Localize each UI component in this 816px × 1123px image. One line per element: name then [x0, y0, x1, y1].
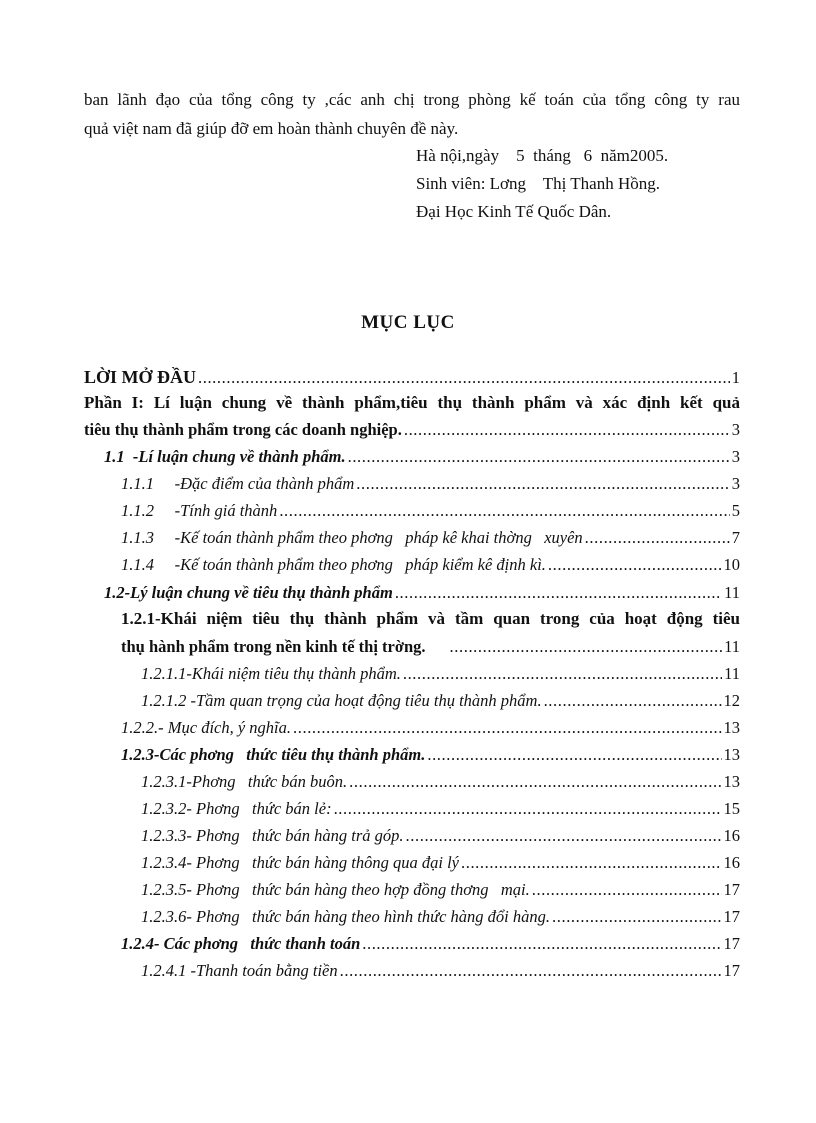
toc-page-number: 15: [723, 799, 740, 818]
intro-line-1: ban lãnh đạo của tổng công ty ,các anh chị trong phòng kế toán của tổng công ty rau: [84, 90, 740, 109]
toc-entry-label: 1.2.3.4- Phơng thức bán hàng thông qua đại lý: [141, 853, 459, 872]
toc-entry-phan1-line1[interactable]: Phần I: Lí luận chung về thành phẩm,tiêu thụ thành phẩm và xác định kết quả: [84, 393, 740, 412]
toc-leader-dots: [293, 717, 721, 739]
toc-entry-label: thụ hành phẩm trong nền kinh tế thị trờng.: [121, 637, 426, 656]
toc-leader-dots: [334, 798, 722, 820]
toc-entry-1-2-3-1[interactable]: [141, 771, 740, 793]
toc-entry-1-1-3[interactable]: [121, 527, 740, 549]
toc-page-number: 17: [723, 961, 740, 980]
toc-page-number: 10: [723, 555, 740, 574]
toc-leader-dots: [406, 825, 722, 847]
toc-entry-1-1-1[interactable]: [121, 473, 740, 495]
toc-entry-label: tiêu thụ thành phẩm trong các doanh nghiệp.: [84, 420, 402, 439]
toc-leader-dots: [532, 879, 722, 901]
toc-entry-label: 1.2.3-Các phơng thức tiêu thụ thành phẩm.: [121, 745, 426, 764]
toc-leader-dots: [403, 663, 722, 685]
toc-entry-phan1[interactable]: [84, 419, 740, 441]
toc-leader-dots: [340, 960, 722, 982]
toc-entry-label: 1.2.1.2 -Tầm quan trọng của hoạt động tiêu thụ thành phẩm.: [141, 691, 542, 710]
toc-page-number: 17: [723, 907, 740, 926]
toc-leader-dots: [450, 636, 723, 658]
toc-leader-dots: [548, 554, 722, 576]
toc-entry-1-2-4-1[interactable]: [141, 960, 740, 982]
toc-entry-label: 1.2.3.5- Phơng thức bán hàng theo hợp đồng thơng mại.: [141, 880, 530, 899]
toc-entry-1-2-3-2[interactable]: [141, 798, 740, 820]
toc-entry-1-2-3-5[interactable]: [141, 879, 740, 901]
toc-entry-1-1-4[interactable]: [121, 554, 740, 576]
toc-title: MỤC LỤC: [361, 312, 455, 333]
toc-page-number: 3: [731, 474, 740, 493]
toc-page-number: 7: [731, 528, 740, 547]
toc-entry-label: 1.1.1 -Đặc điểm của thành phẩm: [121, 474, 355, 493]
toc-entry-1-2-3[interactable]: [121, 744, 740, 766]
toc-entry-label: 1.2.1.1-Khái niệm tiêu thụ thành phẩm.: [141, 664, 401, 683]
toc-entry-label: 1.2-Lý luận chung về tiêu thụ thành phẩm: [104, 583, 393, 602]
toc-page-number: 16: [723, 826, 740, 845]
toc-entry-label: 1.2.3.2- Phơng thức bán lẻ:: [141, 799, 332, 818]
toc-leader-dots: [552, 906, 721, 928]
toc-entry-1-2-3-3[interactable]: [141, 825, 740, 847]
toc-entry-1-2-3-6[interactable]: [141, 906, 740, 928]
toc-entry-label: 1.1.2 -Tính giá thành: [121, 501, 278, 520]
toc-entry-1-2-1-1[interactable]: [141, 663, 740, 685]
toc-leader-dots: [356, 473, 729, 495]
toc-leader-dots: [348, 446, 730, 468]
intro-line-2: quả việt nam đã giúp đỡ em hoàn thành chuyên đề này.: [84, 119, 459, 138]
toc-page-number: 13: [723, 772, 740, 791]
toc-entry-label: 1.2.3.3- Phơng thức bán hàng trả góp.: [141, 826, 404, 845]
toc-leader-dots: [427, 744, 721, 766]
toc-entry-1-2-3-4[interactable]: [141, 852, 740, 874]
toc-entry-1-1[interactable]: [104, 446, 740, 468]
toc-page-number: 16: [723, 853, 740, 872]
toc-entry-label: 1.2.2.- Mục đích, ý nghĩa.: [121, 718, 292, 737]
toc-page-number: 17: [723, 934, 740, 953]
toc-leader-dots: [279, 500, 729, 522]
toc-entry-label: 1.2.4.1 -Thanh toán bằng tiền: [141, 961, 338, 980]
toc-leader-dots: [585, 527, 730, 549]
toc-entry-label: 1.1.3 -Kế toán thành phẩm theo phơng pháp kê khai thờng xuyên: [121, 528, 583, 547]
toc-page-number: 1: [731, 368, 740, 387]
toc-leader-dots: [544, 690, 722, 712]
toc-leader-dots: [362, 933, 721, 955]
toc-entry-label: 1.2.3.6- Phơng thức bán hàng theo hình thức hàng đổi hàng.: [141, 907, 551, 926]
toc-page-number: 11: [724, 637, 740, 656]
toc-page-number: 12: [723, 691, 740, 710]
toc-entry-label: 1.2.3.1-Phơng thức bán buôn.: [141, 772, 348, 791]
toc-leader-dots: [198, 367, 730, 389]
toc-page-number: 17: [723, 880, 740, 899]
signature-school: Đại Học Kinh Tế Quốc Dân.: [416, 202, 612, 221]
toc-entry-loi-mo-dau[interactable]: [84, 366, 740, 389]
signature-student: Sinh viên: Lơng Thị Thanh Hồng.: [416, 174, 660, 193]
toc-page-number: 13: [723, 718, 740, 737]
toc-entry-label: 1.2.4- Các phơng thức thanh toán: [121, 934, 361, 953]
toc-entry-1-2-4[interactable]: [121, 933, 740, 955]
toc-page-number: 3: [731, 420, 740, 439]
toc-entry-1-2[interactable]: [104, 582, 740, 604]
toc-page-number: 11: [724, 583, 740, 602]
toc-page-number: 13: [723, 745, 740, 764]
toc-leader-dots: [349, 771, 721, 793]
toc-entry-1-2-1-line1[interactable]: 1.2.1-Khái niệm tiêu thụ thành phẩm và tầm quan trong của hoạt động tiêu: [121, 609, 740, 628]
toc-entry-label: 1.1 -Lí luận chung về thành phẩm.: [104, 447, 346, 466]
toc-entry-1-2-1-2[interactable]: [141, 690, 740, 712]
toc-leader-dots: [395, 582, 722, 604]
toc-page-number: 5: [731, 501, 740, 520]
toc-page-number: 3: [731, 447, 740, 466]
signature-date: Hà nội,ngày 5 tháng 6 năm2005.: [416, 146, 669, 165]
toc-entry-label: LỜI MỞ ĐẦU: [84, 367, 196, 387]
toc-entry-label: 1.1.4 -Kế toán thành phẩm theo phơng pháp kiểm kê định kì.: [121, 555, 546, 574]
toc-entry-1-2-1[interactable]: [121, 636, 740, 658]
toc-leader-dots: [404, 419, 730, 441]
toc-page-number: 11: [724, 664, 740, 683]
toc-leader-dots: [461, 852, 722, 874]
toc-entry-1-2-2[interactable]: [121, 717, 740, 739]
toc-entry-1-1-2[interactable]: [121, 500, 740, 522]
